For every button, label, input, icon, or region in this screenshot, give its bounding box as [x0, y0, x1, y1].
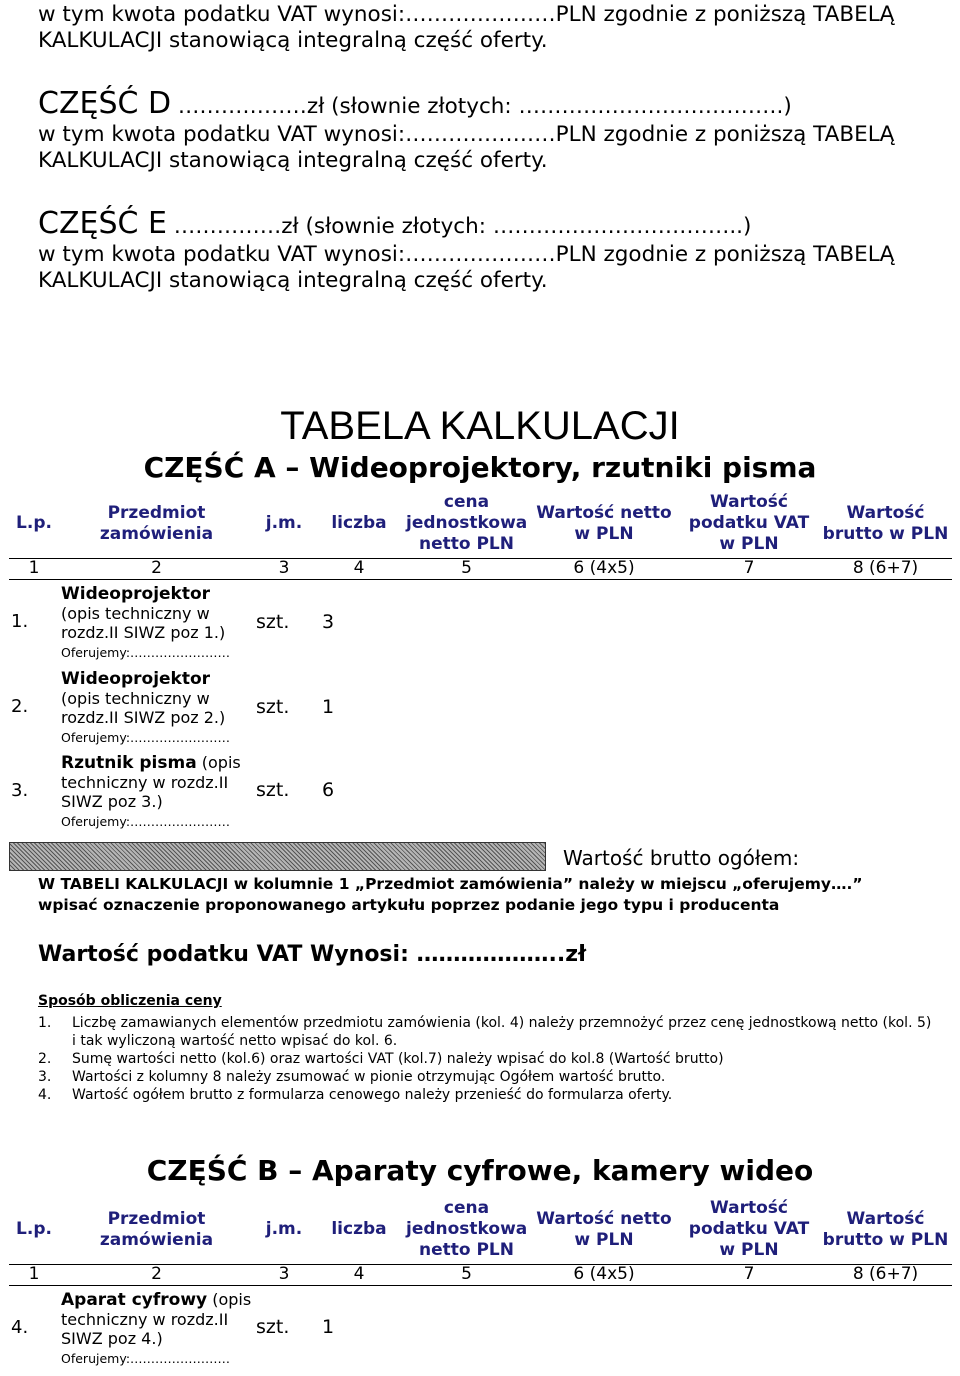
- gross-total-label: Wartość brutto ogółem:: [563, 846, 800, 870]
- col-number: 7: [679, 1264, 819, 1285]
- table-row: [9, 749, 952, 831]
- col-number: 5: [404, 1264, 529, 1285]
- row-net-value-cell[interactable]: [529, 1285, 679, 1369]
- col-qty-header: liczba: [331, 1219, 387, 1240]
- col-vat-value-header: Wartość podatku VAT w PLN: [688, 492, 810, 555]
- part-e-amount: ……………zł (słownie złotych: ……………………………..): [166, 214, 752, 239]
- header-row: [9, 1196, 952, 1264]
- row-lp: 4.: [11, 1316, 29, 1338]
- row-jm: szt.: [256, 610, 290, 633]
- vat-total-line: Wartość podatku VAT Wynosi: ………………..zł: [38, 942, 587, 967]
- method-item-text: Liczbę zamawianych elementów przedmiotu zamówienia (kol. 4) należy przemnożyć przez cenę jednostkową netto (kol. 5) i tak wyliczoną wartość netto wpisać do kol. 6.: [72, 1015, 932, 1049]
- section-a-title: CZĘŚĆ A – Wideoprojektory, rzutniki pisma: [143, 451, 817, 484]
- part-e-heading: CZĘŚĆ E: [38, 206, 167, 241]
- col-number: 3: [254, 558, 314, 579]
- col-number: 8 (6+7): [819, 1264, 952, 1285]
- col-gross-value-header: Wartość brutto w PLN: [822, 502, 949, 544]
- total-row-shaded-area: [9, 842, 546, 871]
- list-item: [38, 1086, 938, 1104]
- col-number: 4: [314, 1264, 404, 1285]
- row-unit-price-cell[interactable]: [404, 579, 529, 664]
- row-unit-price-cell[interactable]: [404, 1285, 529, 1369]
- col-number: 2: [59, 1264, 254, 1285]
- col-net-value-header: Wartość netto w PLN: [536, 1208, 672, 1250]
- col-number: 8 (6+7): [819, 558, 952, 579]
- item-desc: (opis techniczny w rozdz.II SIWZ poz 2.): [61, 689, 226, 727]
- intro-vat-line: w tym kwota podatku VAT wynosi:…………………PLN zgodnie z poniższą TABELĄ: [38, 2, 895, 27]
- part-d-integral-line: KALKULACJI stanowiącą integralną część oferty.: [38, 148, 548, 173]
- item-desc: (opis techniczny w rozdz.II SIWZ poz 3.): [61, 752, 241, 811]
- table-row: [9, 579, 952, 664]
- col-subject-header: Przedmiot zamówienia: [99, 1208, 214, 1250]
- table-row: [9, 1285, 952, 1369]
- row-item: [59, 1285, 254, 1369]
- section-b-table: [9, 1196, 952, 1369]
- method-item-text: Wartość ogółem brutto z formularza cenowego należy przenieść do formularza oferty.: [72, 1087, 673, 1103]
- method-item-text: Wartości z kolumny 8 należy zsumować w pionie otrzymując Ogółem wartość brutto.: [72, 1069, 666, 1085]
- row-item: [59, 664, 254, 749]
- item-desc: (opis techniczny w rozdz.II SIWZ poz 1.): [61, 604, 226, 643]
- method-list: [38, 1014, 938, 1104]
- row-vat-value-cell[interactable]: [679, 749, 819, 831]
- part-d-heading: CZĘŚĆ D: [38, 86, 172, 121]
- row-item: [59, 749, 254, 831]
- part-e-vat-line: w tym kwota podatku VAT wynosi:…………………PLN zgodnie z poniższą TABELĄ: [38, 242, 895, 267]
- row-jm: szt.: [256, 695, 290, 718]
- row-qty: 6: [322, 779, 335, 801]
- note-line-2: wpisać oznaczenie proponowanego artykułu poprzez podanie jego typu i producenta: [38, 896, 780, 914]
- part-d-vat-line: w tym kwota podatku VAT wynosi:…………………PLN zgodnie z poniższą TABELĄ: [38, 122, 895, 147]
- row-jm: szt.: [256, 1316, 290, 1339]
- col-net-value-header: Wartość netto w PLN: [536, 502, 672, 544]
- item-name: Rzutnik pisma: [61, 752, 197, 773]
- row-qty: 3: [322, 610, 335, 633]
- table-row: [9, 664, 952, 749]
- col-number: 7: [679, 558, 819, 579]
- part-d-amount-line: [38, 87, 792, 121]
- method-item-number: 3.: [38, 1069, 52, 1085]
- part-e-integral-line: KALKULACJI stanowiącą integralną część oferty.: [38, 268, 548, 293]
- intro-integral-line: KALKULACJI stanowiącą integralną część oferty.: [38, 28, 548, 53]
- method-item-number: 2.: [38, 1051, 52, 1067]
- row-gross-value-cell[interactable]: [819, 579, 952, 664]
- note-line-1: W TABELI KALKULACJI w kolumnie 1 „Przedmiot zamówienia” należy w miejscu „oferujemy….”: [38, 875, 863, 893]
- item-name: Wideoprojektor: [61, 669, 211, 689]
- row-item: [59, 579, 254, 664]
- col-qty-header: liczba: [331, 513, 387, 534]
- col-number: 1: [9, 1264, 59, 1285]
- column-number-row: [9, 558, 952, 579]
- row-net-value-cell[interactable]: [529, 664, 679, 749]
- item-offer-field[interactable]: Oferujemy:……………………: [61, 645, 231, 661]
- row-vat-value-cell[interactable]: [679, 664, 819, 749]
- item-offer-field[interactable]: Oferujemy:……………………: [61, 730, 231, 745]
- table-title: TABELA KALKULACJI: [280, 404, 680, 448]
- col-unit-price-header: cena jednostkowa netto PLN: [406, 492, 528, 555]
- col-vat-value-header: Wartość podatku VAT w PLN: [688, 1198, 810, 1261]
- column-number-row: [9, 1264, 952, 1285]
- method-item-number: 4.: [38, 1087, 52, 1103]
- part-d-amount: ………………zł (słownie złotych: ……………………………….): [171, 94, 792, 119]
- col-number: 1: [9, 558, 59, 579]
- row-vat-value-cell[interactable]: [679, 1285, 819, 1369]
- row-unit-price-cell[interactable]: [404, 749, 529, 831]
- row-vat-value-cell[interactable]: [679, 579, 819, 664]
- col-unit-price-header: cena jednostkowa netto PLN: [406, 1198, 528, 1261]
- row-net-value-cell[interactable]: [529, 579, 679, 664]
- row-jm: szt.: [256, 779, 290, 801]
- col-jm-header: j.m.: [265, 513, 303, 534]
- list-item: [38, 1050, 938, 1068]
- section-b-title: CZĘŚĆ B – Aparaty cyfrowe, kamery wideo: [146, 1154, 814, 1187]
- header-row: [9, 490, 952, 558]
- method-item-number: 1.: [38, 1015, 52, 1031]
- col-number: 3: [254, 1264, 314, 1285]
- col-lp-header: L.p.: [16, 513, 52, 534]
- row-lp: 2.: [11, 696, 29, 717]
- part-e-amount-line: [38, 207, 751, 241]
- col-number: 2: [59, 558, 254, 579]
- col-number: 4: [314, 558, 404, 579]
- col-gross-value-header: Wartość brutto w PLN: [822, 1208, 949, 1250]
- item-offer-field[interactable]: Oferujemy:……………………: [61, 813, 231, 829]
- item-name: Wideoprojektor: [61, 584, 211, 605]
- list-item: [38, 1068, 938, 1086]
- col-number: 6 (4x5): [529, 558, 679, 579]
- row-lp: 3.: [11, 779, 29, 801]
- section-a-table: [9, 490, 952, 831]
- col-subject-header: Przedmiot zamówienia: [99, 502, 214, 544]
- col-number: 5: [404, 558, 529, 579]
- row-gross-value-cell[interactable]: [819, 749, 952, 831]
- row-gross-value-cell[interactable]: [819, 664, 952, 749]
- row-lp: 1.: [11, 611, 29, 633]
- item-name: Aparat cyfrowy: [61, 1289, 208, 1310]
- col-jm-header: j.m.: [265, 1219, 303, 1240]
- row-qty: 1: [322, 695, 335, 718]
- method-title: Sposób obliczenia ceny: [38, 993, 222, 1009]
- item-desc: (opis techniczny w rozdz.II SIWZ poz 4.): [61, 1289, 252, 1348]
- row-qty: 1: [322, 1316, 335, 1339]
- row-gross-value-cell[interactable]: [819, 1285, 952, 1369]
- item-offer-field[interactable]: Oferujemy:……………………: [61, 1350, 231, 1366]
- list-item: [38, 1014, 938, 1050]
- row-net-value-cell[interactable]: [529, 749, 679, 831]
- row-unit-price-cell[interactable]: [404, 664, 529, 749]
- method-item-text: Sumę wartości netto (kol.6) oraz wartości VAT (kol.7) należy wpisać do kol.8 (Wartość brutto): [72, 1051, 724, 1067]
- col-number: 6 (4x5): [529, 1264, 679, 1285]
- col-lp-header: L.p.: [16, 1219, 52, 1240]
